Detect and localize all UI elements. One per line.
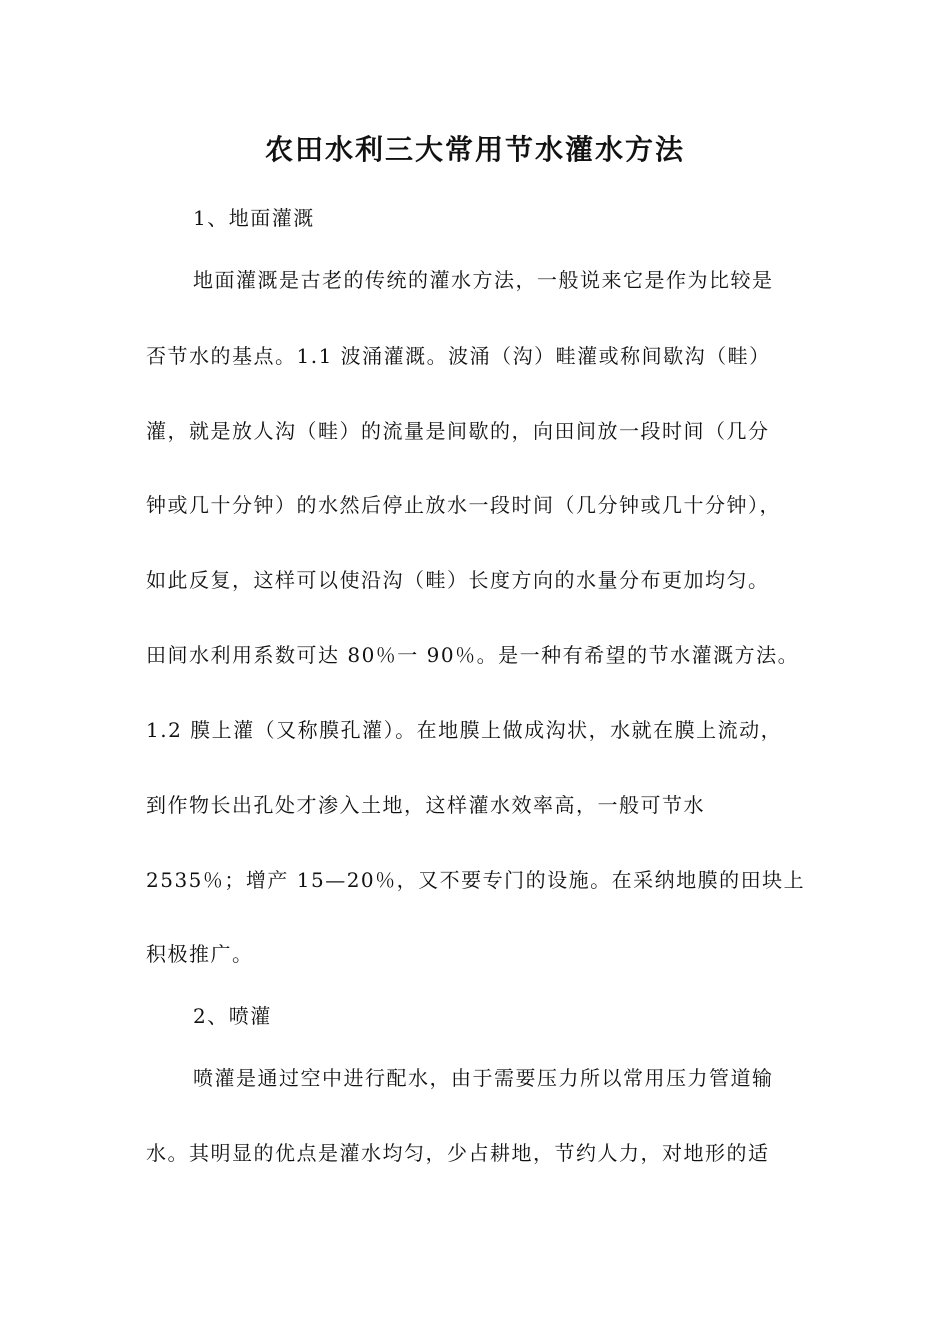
paragraph-line: 田间水利用系数可达 80％一 90％。是一种有希望的节水灌溉方法。 xyxy=(146,643,800,667)
paragraph-line: 1.2 膜上灌（又称膜孔灌）。在地膜上做成沟状，水就在膜上流动， xyxy=(146,718,783,742)
paragraph-line: 如此反复，这样可以使沿沟（畦）长度方向的水量分布更加均匀。 xyxy=(146,568,770,592)
paragraph-line: 否节水的基点。1.1 波涌灌溉。波涌（沟）畦灌或称间歇沟（畦） xyxy=(146,344,771,368)
paragraph-line: 积极推广。 xyxy=(146,942,254,966)
paragraph-line: 喷灌是通过空中进行配水，由于需要压力所以常用压力管道输 xyxy=(193,1066,774,1090)
paragraph-line: 地面灌溉是古老的传统的灌水方法，一般说来它是作为比较是 xyxy=(193,268,774,292)
paragraph-line: 水。其明显的优点是灌水均匀，少占耕地，节约人力，对地形的适 xyxy=(146,1141,770,1165)
paragraph-line: 2535％；增产 15—20％，又不要专门的设施。在采纳地膜的田块上 xyxy=(146,868,806,892)
paragraph-line: 灌，就是放人沟（畦）的流量是间歇的，向田间放一段时间（几分 xyxy=(146,419,770,443)
document-title: 农田水利三大常用节水灌水方法 xyxy=(264,133,685,166)
section-heading-1: 1、地面灌溉 xyxy=(193,206,315,230)
paragraph-line: 到作物长出孔处才渗入土地，这样灌水效率高，一般可节水 xyxy=(146,793,705,817)
paragraph-line: 钟或几十分钟）的水然后停止放水一段时间（几分钟或几十分钟）， xyxy=(146,493,781,517)
section-heading-2: 2、喷灌 xyxy=(193,1004,272,1028)
